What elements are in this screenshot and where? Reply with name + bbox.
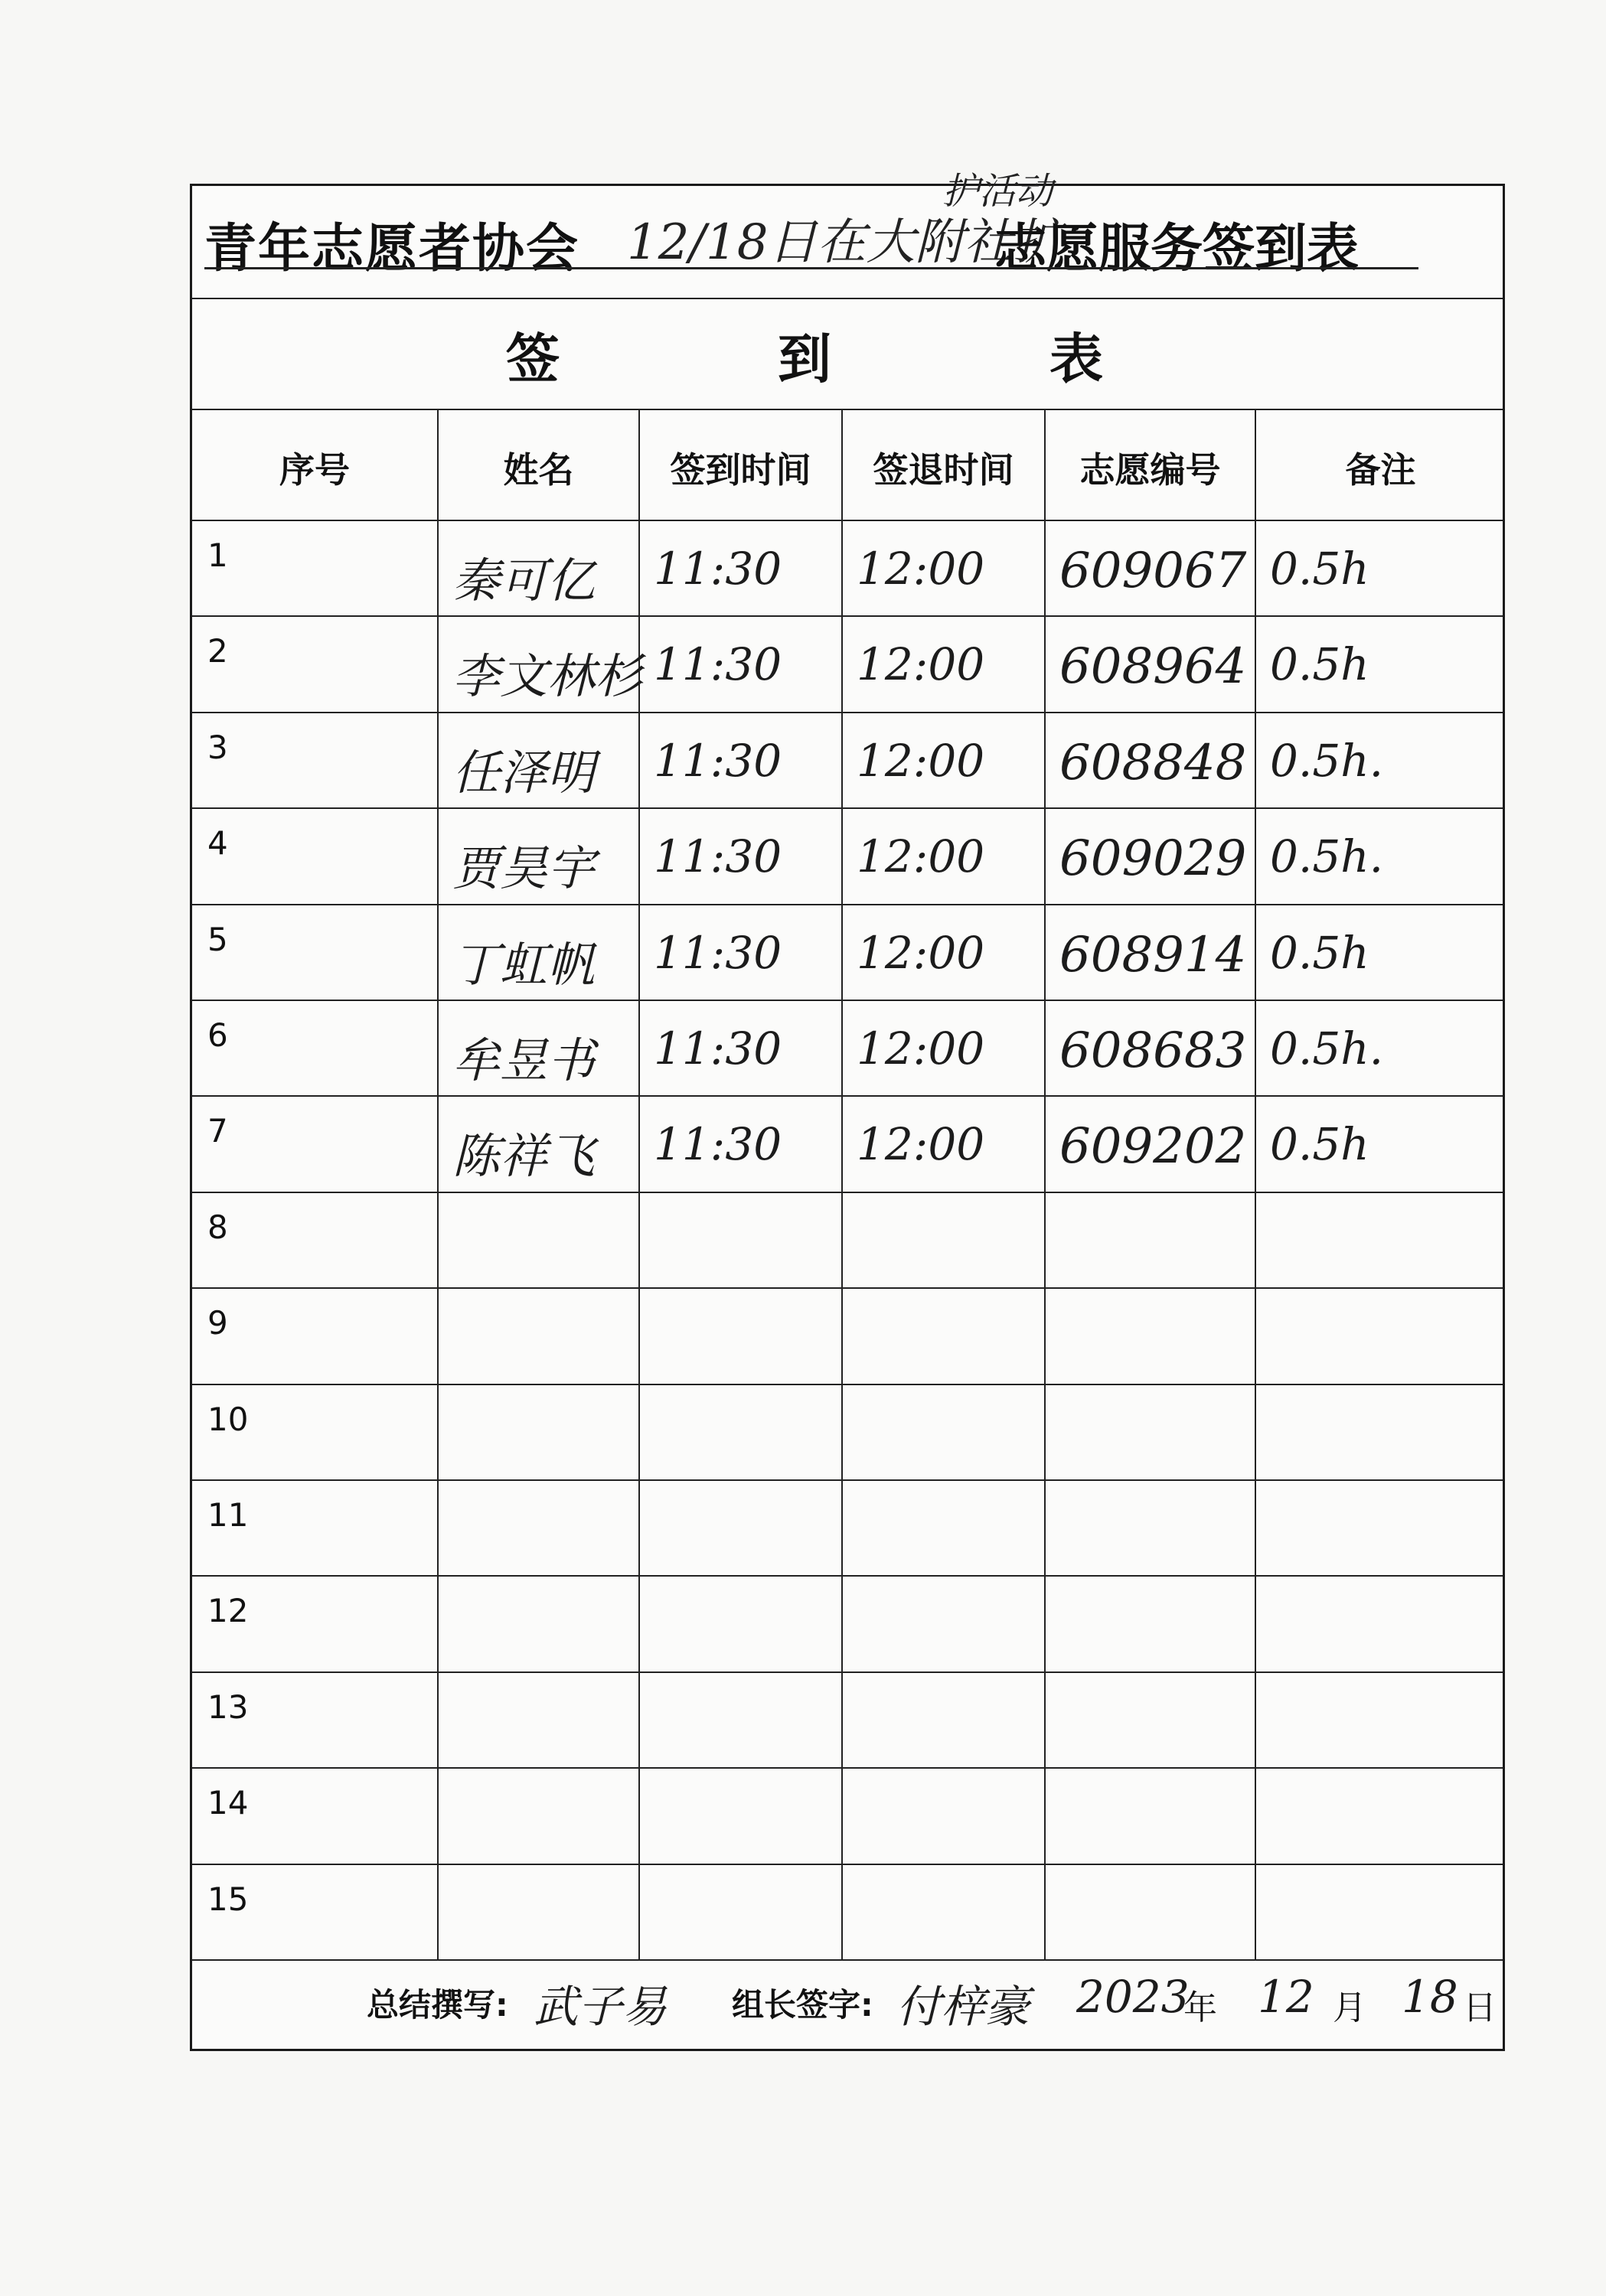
signout-time: 12:00 — [857, 638, 985, 691]
row-index: 7 — [207, 1112, 228, 1150]
table-cell — [1046, 1577, 1256, 1671]
table-cell — [640, 1097, 843, 1191]
table-cell — [640, 1001, 843, 1095]
signout-time: 12:00 — [857, 734, 985, 787]
table-cell — [640, 1769, 843, 1863]
table-row — [192, 617, 1503, 713]
header-cell — [439, 410, 640, 520]
summary-label: 总结撰写: — [367, 1986, 508, 2024]
table-cell — [640, 1385, 843, 1479]
table-cell — [1256, 1769, 1505, 1863]
table-row — [192, 1193, 1503, 1289]
table-row — [192, 1385, 1503, 1481]
table-cell — [843, 521, 1046, 615]
remark: 0.5h — [1270, 543, 1369, 595]
leader-label: 组长签字: — [732, 1986, 873, 2024]
table-cell — [843, 1001, 1046, 1095]
title-prefix: 青年志愿者协会 — [204, 219, 580, 279]
subtitle-char-2: 到 — [778, 328, 831, 390]
volunteer-name: 任泽明 — [452, 744, 596, 801]
table-cell — [843, 1673, 1046, 1767]
table-row — [192, 1001, 1503, 1097]
row-index: 6 — [207, 1016, 228, 1054]
table-cell — [640, 905, 843, 1000]
table-cell — [439, 1577, 640, 1671]
signout-time: 12:00 — [857, 1118, 985, 1171]
volunteer-name: 贾昊宇 — [452, 840, 596, 897]
table-cell — [192, 809, 439, 903]
table-cell — [1256, 809, 1505, 903]
volunteer-id: 608964 — [1059, 638, 1247, 696]
title-handwritten-insertion: 护活动 — [942, 170, 1053, 213]
header-cell — [1046, 410, 1256, 520]
table-cell — [192, 1577, 439, 1671]
table-cell — [1046, 617, 1256, 711]
table-cell — [640, 1673, 843, 1767]
date-year: 2023 — [1076, 1971, 1190, 2023]
table-cell — [1046, 1193, 1256, 1287]
table-row — [192, 1481, 1503, 1577]
signin-time: 11:30 — [654, 734, 782, 787]
table-cell — [192, 1001, 439, 1095]
title-handwritten-event: 12/18日在大附社扩 — [627, 214, 1063, 271]
table-cell — [640, 1865, 843, 1959]
remark: 0.5h. — [1270, 1022, 1384, 1075]
table-row — [192, 713, 1503, 809]
table-cell — [640, 1289, 843, 1383]
table-cell — [1256, 1865, 1505, 1959]
table-row — [192, 1769, 1503, 1864]
header-cell — [843, 410, 1046, 520]
volunteer-name: 秦可亿 — [452, 553, 596, 608]
table-cell — [439, 1865, 640, 1959]
table-cell — [640, 713, 843, 807]
subtitle-char-3: 表 — [1049, 328, 1103, 390]
table-cell — [843, 905, 1046, 1000]
table-cell — [1046, 1481, 1256, 1575]
remark: 0.5h — [1270, 1118, 1369, 1171]
leader-signature: 付梓豪 — [896, 1981, 1030, 2033]
table-cell — [439, 521, 640, 615]
table-cell — [1046, 1001, 1256, 1095]
row-index: 5 — [207, 920, 228, 958]
table-row — [192, 521, 1503, 617]
table-row — [192, 1673, 1503, 1769]
row-index: 12 — [207, 1592, 249, 1630]
table-cell — [192, 905, 439, 1000]
signout-time: 12:00 — [857, 830, 985, 883]
summary-signature: 武子易 — [534, 1981, 668, 2033]
header-row — [192, 410, 1503, 521]
signout-time: 12:00 — [857, 1022, 985, 1075]
title-suffix: 志愿服务签到表 — [994, 219, 1360, 279]
header-cell — [1256, 410, 1505, 520]
table-cell — [843, 713, 1046, 807]
row-index: 1 — [207, 536, 228, 574]
signin-time: 11:30 — [654, 926, 782, 979]
volunteer-id: 608848 — [1059, 734, 1247, 791]
table-cell — [640, 1193, 843, 1287]
row-index: 3 — [207, 728, 228, 766]
header-signout-time: 签退时间 — [873, 449, 1014, 491]
table-cell — [192, 1865, 439, 1959]
volunteer-id: 608914 — [1059, 926, 1247, 983]
header-volunteer-id: 志愿编号 — [1079, 449, 1221, 491]
table-cell — [439, 1385, 640, 1479]
table-cell — [640, 1577, 843, 1671]
volunteer-id: 608683 — [1059, 1022, 1247, 1079]
table-cell — [1256, 1673, 1505, 1767]
signin-time: 11:30 — [654, 1118, 782, 1171]
header-cell — [640, 410, 843, 520]
table-row — [192, 1289, 1503, 1384]
table-cell — [192, 1193, 439, 1287]
table-cell — [640, 521, 843, 615]
remark: 0.5h. — [1270, 830, 1384, 883]
date-month: 12 — [1258, 1971, 1314, 2023]
table-cell — [843, 1289, 1046, 1383]
table-cell — [1046, 809, 1256, 903]
volunteer-name: 李文林杉 — [452, 648, 643, 705]
table-cell — [843, 1769, 1046, 1863]
remark: 0.5h — [1270, 638, 1369, 691]
signin-time: 11:30 — [654, 830, 782, 883]
table-cell — [1256, 1289, 1505, 1383]
volunteer-name: 丁虹帆 — [452, 936, 596, 993]
table-cell — [192, 713, 439, 807]
table-cell — [1046, 521, 1256, 615]
table-cell — [439, 1001, 640, 1095]
subtitle-row — [192, 299, 1503, 410]
date-year-char: 年 — [1183, 1988, 1217, 2027]
header-signin-time: 签到时间 — [670, 449, 811, 491]
table-cell — [1256, 521, 1505, 615]
table-cell — [843, 1481, 1046, 1575]
table-cell — [843, 617, 1046, 711]
table-cell — [439, 905, 640, 1000]
table-cell — [1046, 1769, 1256, 1863]
table-cell — [1046, 905, 1256, 1000]
table-cell — [1046, 1673, 1256, 1767]
volunteer-name: 陈祥飞 — [452, 1128, 596, 1185]
table-cell — [439, 617, 643, 711]
table-row — [192, 809, 1503, 905]
table-cell — [192, 617, 439, 711]
table-cell — [1256, 713, 1505, 807]
table-cell — [439, 1289, 640, 1383]
signout-time: 12:00 — [857, 543, 985, 595]
header-remarks: 备注 — [1345, 449, 1416, 491]
row-index: 9 — [207, 1304, 228, 1342]
table-cell — [640, 617, 843, 711]
table-cell — [843, 809, 1046, 903]
row-index: 8 — [207, 1208, 228, 1246]
table-cell — [192, 1481, 439, 1575]
table-cell — [1046, 713, 1256, 807]
table-cell — [1256, 1097, 1505, 1191]
subtitle-char-1: 签 — [506, 328, 560, 390]
table-row — [192, 1097, 1503, 1192]
remark: 0.5h — [1270, 926, 1369, 979]
volunteer-id: 609029 — [1059, 830, 1247, 888]
table-cell — [843, 1385, 1046, 1479]
header-index: 序号 — [279, 449, 350, 491]
signin-time: 11:30 — [654, 638, 782, 691]
table-cell — [1046, 1865, 1256, 1959]
table-cell — [1256, 1385, 1505, 1479]
table-cell — [192, 1097, 439, 1191]
table-cell — [439, 1193, 640, 1287]
table-cell — [439, 1673, 640, 1767]
signin-sheet — [190, 170, 1505, 2051]
table-cell — [1256, 1481, 1505, 1575]
table-cell — [192, 1289, 439, 1383]
remark: 0.5h. — [1270, 734, 1384, 787]
header-cell — [192, 410, 439, 520]
table-cell — [1046, 1289, 1256, 1383]
volunteer-id: 609067 — [1059, 543, 1247, 599]
footer-row — [192, 1951, 1503, 2049]
date-day-char: 日 — [1463, 1988, 1497, 2027]
table-cell — [640, 809, 843, 903]
table-cell — [439, 1097, 640, 1191]
title-underline — [204, 267, 1418, 269]
table-cell — [1256, 905, 1505, 1000]
table-cell — [192, 521, 439, 615]
table-row — [192, 1865, 1503, 1961]
row-index: 11 — [207, 1496, 249, 1534]
table-cell — [1256, 1577, 1505, 1671]
signin-time: 11:30 — [654, 543, 782, 595]
table-cell — [843, 1097, 1046, 1191]
row-index: 4 — [207, 824, 228, 863]
table-cell — [192, 1673, 439, 1767]
signin-time: 11:30 — [654, 1022, 782, 1075]
header-name: 姓名 — [503, 449, 574, 491]
table-cell — [843, 1865, 1046, 1959]
table-cell — [192, 1385, 439, 1479]
table-row — [192, 905, 1503, 1001]
table-cell — [439, 809, 640, 903]
signout-time: 12:00 — [857, 926, 985, 979]
date-day: 18 — [1402, 1971, 1458, 2023]
table-cell — [1256, 1193, 1505, 1287]
table-cell — [439, 1481, 640, 1575]
table-cell — [640, 1481, 843, 1575]
row-index: 13 — [207, 1688, 249, 1726]
table-cell — [439, 1769, 640, 1863]
table-row — [192, 1577, 1503, 1672]
table-cell — [439, 713, 640, 807]
table-cell — [1256, 617, 1505, 711]
title-row — [192, 170, 1503, 299]
volunteer-name: 牟昱书 — [452, 1032, 596, 1088]
table-cell — [843, 1193, 1046, 1287]
row-index: 15 — [207, 1880, 249, 1918]
volunteer-id: 609202 — [1059, 1118, 1247, 1176]
table-cell — [1046, 1385, 1256, 1479]
table-cell — [1046, 1097, 1256, 1191]
table-cell — [1256, 1001, 1505, 1095]
table-cell — [192, 1769, 439, 1863]
row-index: 10 — [207, 1400, 249, 1438]
row-index: 14 — [207, 1784, 249, 1822]
date-month-char: 月 — [1333, 1988, 1366, 2027]
row-index: 2 — [207, 632, 228, 670]
table-cell — [843, 1577, 1046, 1671]
